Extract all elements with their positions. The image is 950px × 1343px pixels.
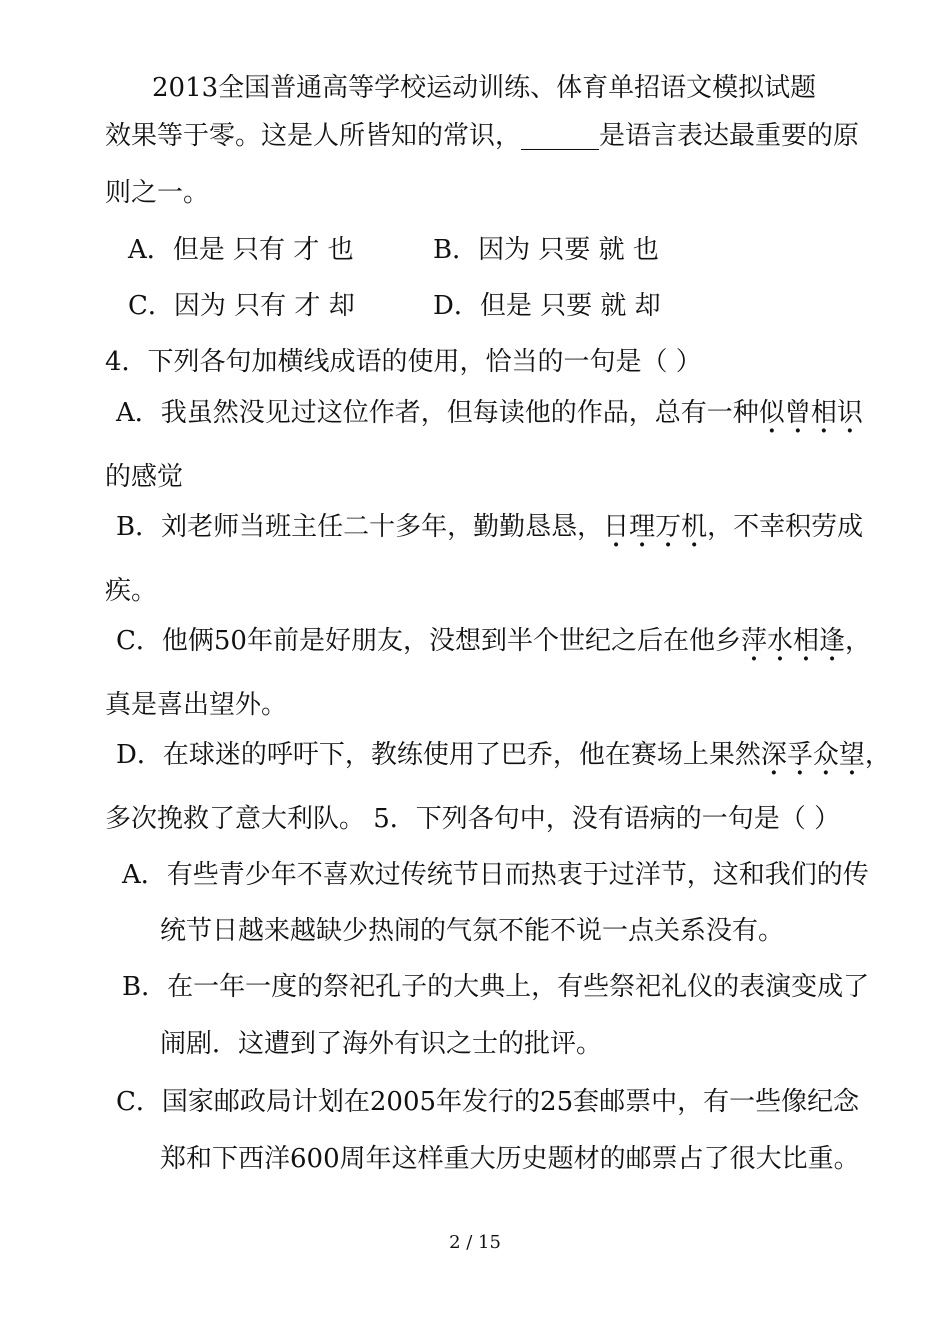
q4-option-d-text-end: ， (864, 740, 891, 770)
q4-option-d-line-1 (116, 740, 891, 770)
q4-option-b-line-2: 疾。 (105, 576, 158, 606)
emphasis-char: 万 (655, 512, 682, 542)
emphasis-char: 识 (836, 398, 863, 428)
q4-option-c-text: C．他俩50年前是好朋友，没想到半个世纪之后在他乡 (116, 626, 741, 656)
emphasis-char: 孚 (786, 740, 813, 770)
emphasis-char: 曾 (784, 398, 811, 428)
q4-option-d-idiom (761, 740, 865, 770)
q3-option-d: D．但是 只要 就 却 (433, 291, 661, 321)
q5-option-b-line-2: 闹剧．这遭到了海外有识之士的批评。 (160, 1029, 603, 1059)
emphasis-char: 机 (681, 512, 708, 542)
q4-option-b-text-end: ，不幸积劳成 (707, 512, 864, 542)
q4-option-c-line-2: 真是喜出望外。 (105, 690, 288, 720)
q5-option-c-line-2: 郑和下西洋600周年这样重大历史题材的邮票占了很大比重。 (160, 1144, 860, 1174)
emphasis-char: 深 (760, 740, 787, 770)
q4-stem: 4．下列各句加横线成语的使用，恰当的一句是（ ） (105, 347, 702, 377)
q3-option-a: A．但是 只有 才 也 (128, 235, 354, 265)
q4-option-b-idiom (603, 512, 707, 542)
emphasis-char: 相 (793, 626, 820, 656)
emphasis-char: 众 (812, 740, 839, 770)
emphasis-char: 水 (767, 626, 794, 656)
emphasis-char: 日 (603, 512, 630, 542)
q4-option-b-text: B．刘老师当班主任二十多年，勤勤恳恳， (116, 512, 604, 542)
q4-option-c-text-end: ， (845, 626, 872, 656)
q5-option-a-line-2: 统节日越来越缺少热闹的气氛不能不说一点关系没有。 (160, 916, 785, 946)
emphasis-char: 相 (810, 398, 837, 428)
document-title: 2013全国普通高等学校运动训练、体育单招语文模拟试题 (152, 73, 817, 103)
q3-text-line-2: 则之一。 (105, 178, 210, 208)
q4-option-b-line-1 (116, 512, 863, 542)
emphasis-char: 逢 (819, 626, 846, 656)
q4-option-c-line-1 (116, 626, 871, 656)
q5-option-a-line-1: A．有些青少年不喜欢过传统节日而热衷于过洋节，这和我们的传 (122, 860, 869, 890)
emphasis-char: 理 (629, 512, 656, 542)
q3-text-line-1: 效果等于零。这是人所皆知的常识，______是语言表达最重要的原 (105, 121, 860, 151)
q3-option-b: B．因为 只要 就 也 (433, 235, 659, 265)
q4-option-a-text: A．我虽然没见过这位作者，但每读他的作品，总有一种 (116, 398, 759, 428)
q4-option-d-line-2-and-q5-stem: 多次挽救了意大利队。 5．下列各句中，没有语病的一句是（ ） (105, 804, 841, 834)
page-number: 2 / 15 (449, 1232, 501, 1253)
q4-option-d-text: D．在球迷的呼吁下，教练使用了巴乔，他在赛场上果然 (116, 740, 761, 770)
q4-option-a-line-1 (116, 398, 863, 428)
emphasis-char: 望 (838, 740, 865, 770)
q4-option-c-idiom (741, 626, 845, 656)
q5-option-b-line-1: B．在一年一度的祭祀孔子的大典上，有些祭祀礼仪的表演变成了 (122, 972, 870, 1002)
q5-option-c-line-1: C．国家邮政局计划在2005年发行的25套邮票中，有一些像纪念 (116, 1087, 860, 1117)
emphasis-char: 似 (758, 398, 785, 428)
q3-option-c: C．因为 只有 才 却 (128, 291, 355, 321)
emphasis-char: 萍 (740, 626, 767, 656)
q4-option-a-idiom (759, 398, 863, 428)
q4-option-a-line-2: 的感觉 (105, 462, 184, 492)
